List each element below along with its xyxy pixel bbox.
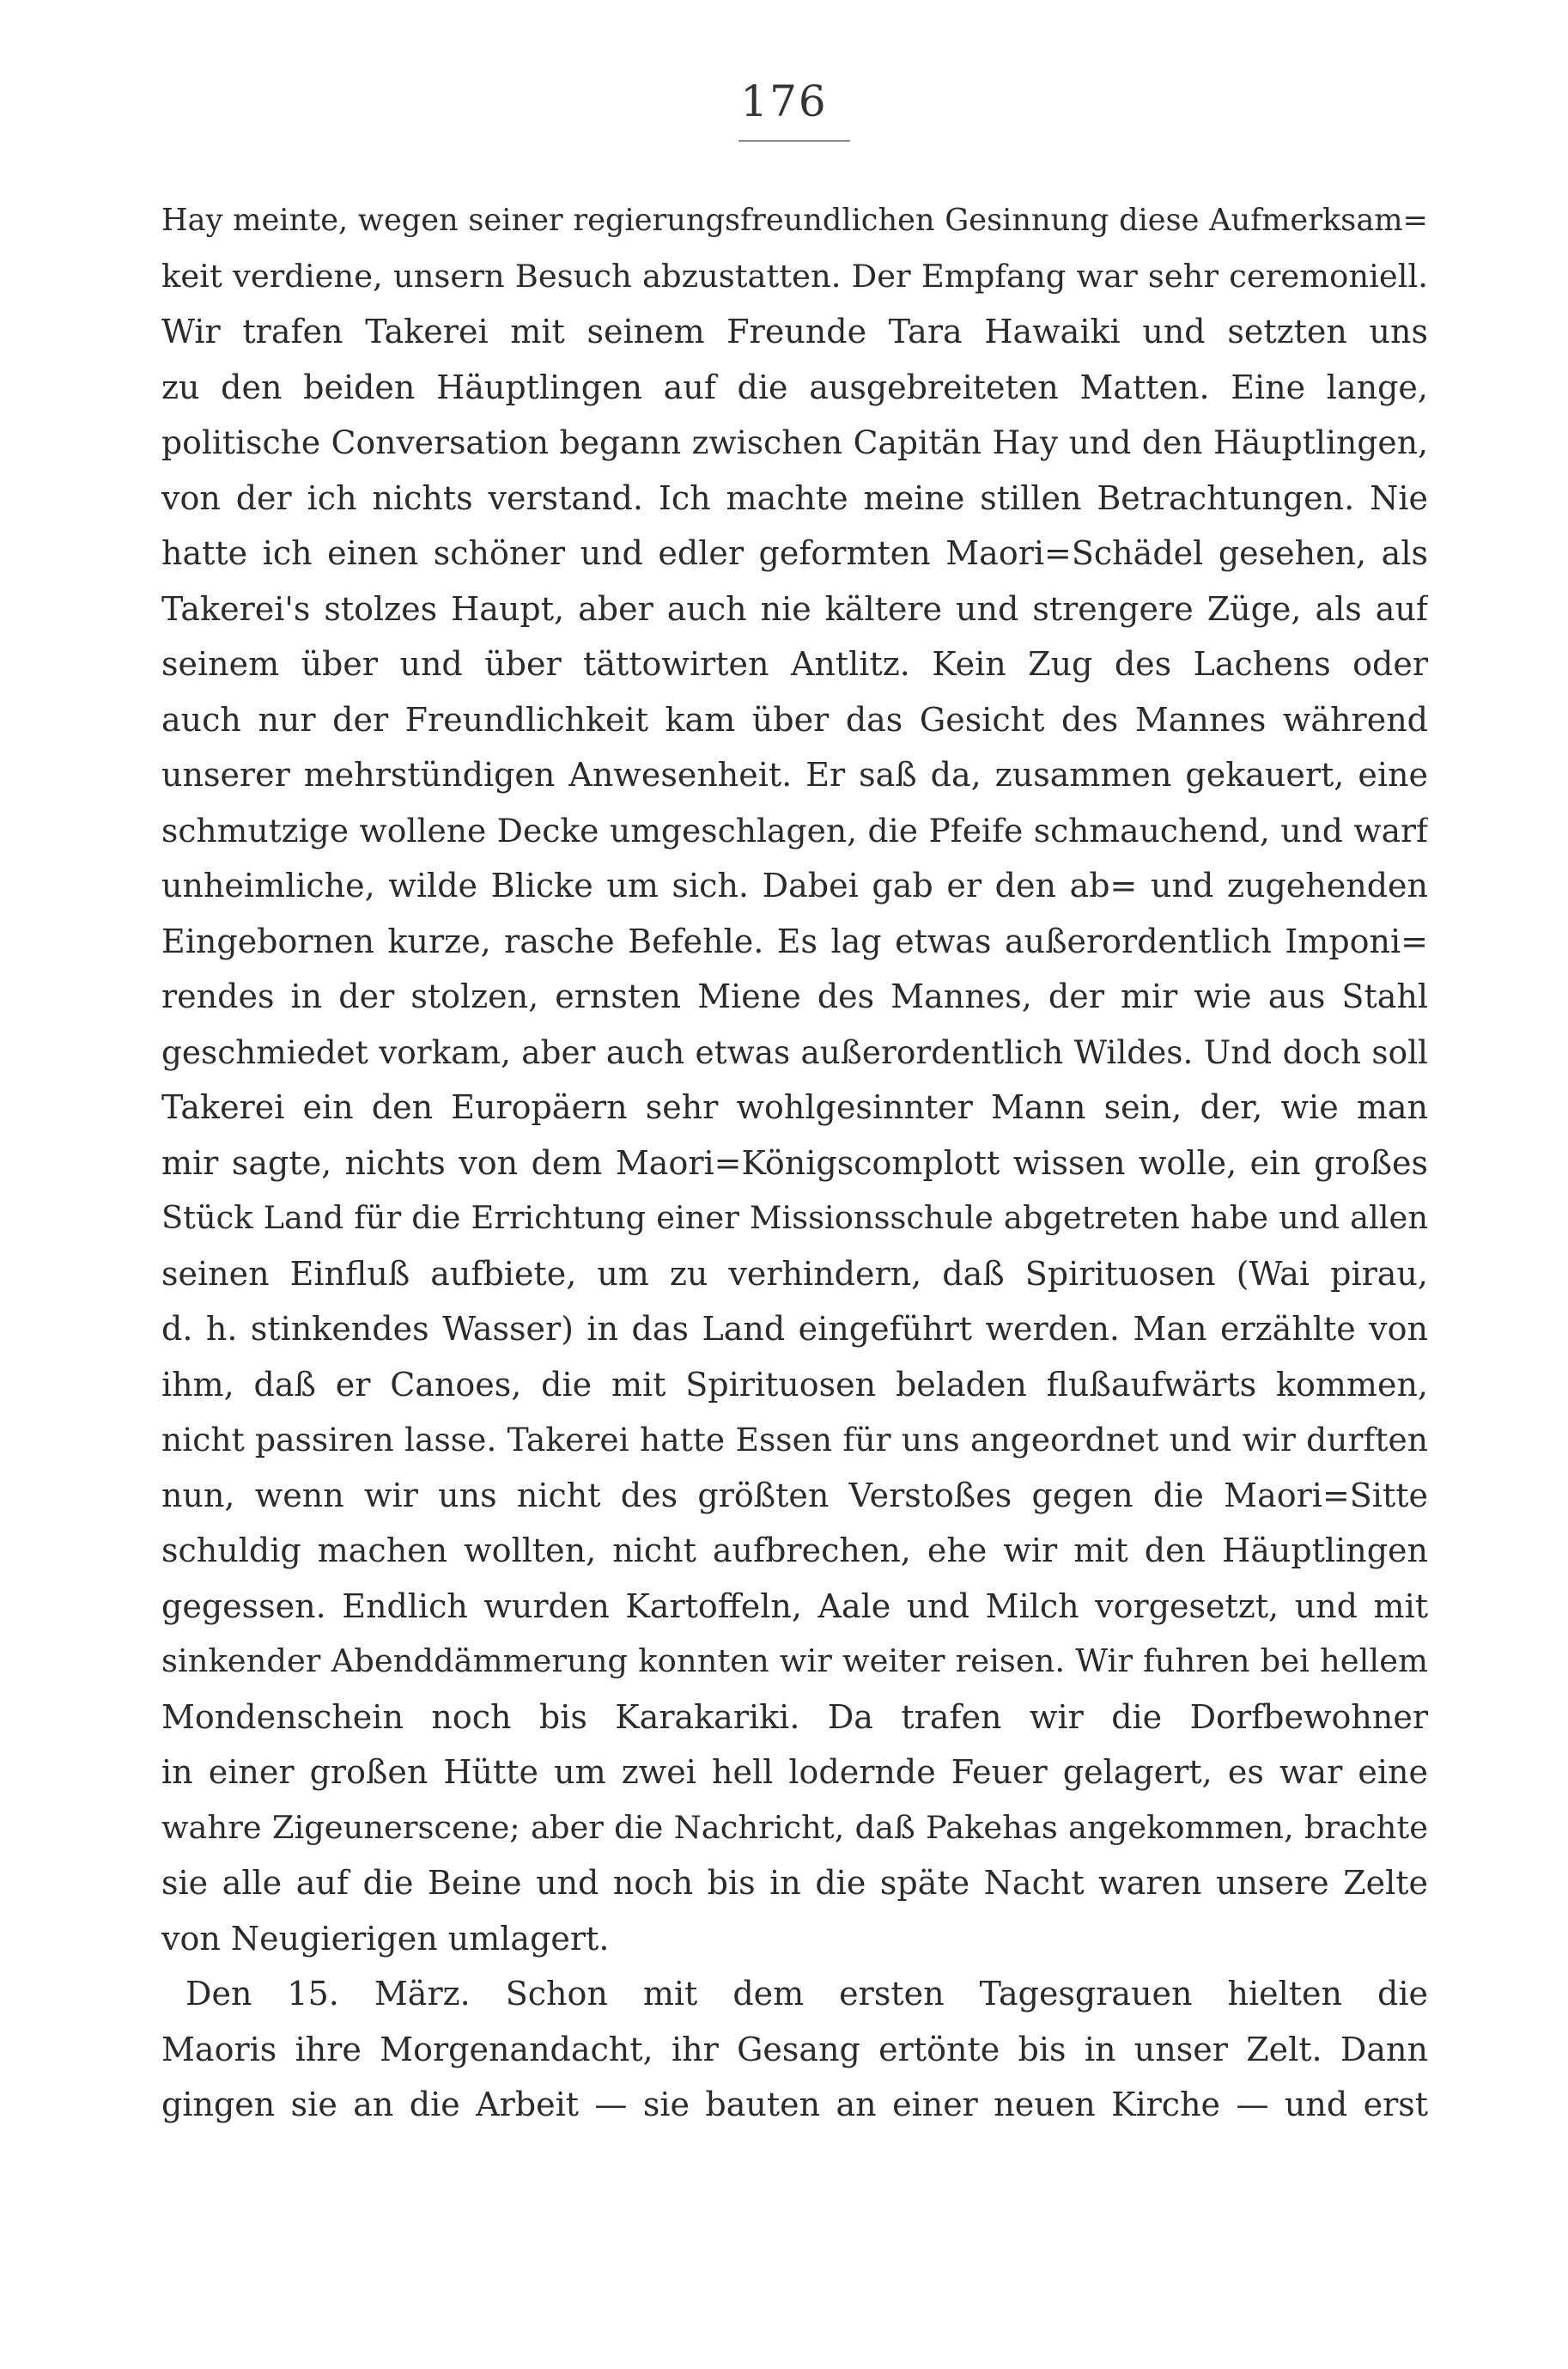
text-line: schuldig machen wollten, nicht aufbrechen, ehe wir mit den Häuptlingen (161, 1532, 1428, 1569)
text-line-paragraph-end: von Neugierigen umlagert. (161, 1919, 610, 1958)
text-line: ihm, daß er Canoes, die mit Spirituosen beladen flußaufwärts kommen, (161, 1365, 1428, 1404)
text-line: auch nur der Freundlichkeit kam über das Gesicht des Mannes während (161, 700, 1428, 739)
text-line: seinen Einfluß aufbiete, um zu verhindern, daß Spirituosen (Wai pirau, (161, 1254, 1428, 1293)
header-rule (738, 140, 850, 142)
body-text (161, 193, 1428, 2133)
text-line: sie alle auf die Beine und noch bis in die späte Nacht waren unsere Zelte (161, 1864, 1428, 1902)
text-line: von der ich nichts verstand. Ich machte meine stillen Betrachtungen. Nie (161, 478, 1428, 517)
text-line: politische Conversation begann zwischen Capitän Hay und den Häuptlingen, (161, 423, 1428, 461)
text-line: mir sagte, nichts von dem Maori=Königscomplott wissen wolle, ein großes (161, 1143, 1428, 1182)
text-line: schmutzige wollene Decke umgeschlagen, die Pfeife schmauchend, und warf (161, 811, 1428, 850)
text-line: gingen sie an die Arbeit — sie bauten an einer neuen Kirche — und erst (161, 2086, 1428, 2123)
text-line: keit verdiene, unsern Besuch abzustatten. Der Empfang war sehr ceremoniell. (161, 257, 1428, 295)
text-line: d. h. stinkendes Wasser) in das Land eingeführt werden. Man erzählte von (161, 1310, 1428, 1348)
text-line: Takerei's stolzes Haupt, aber auch nie kältere und strengere Züge, als auf (161, 589, 1428, 628)
text-line: zu den beiden Häuptlingen auf die ausgebreiteten Matten. Eine lange, (161, 368, 1428, 406)
text-line: nun, wenn wir uns nicht des größten Verstoßes gegen die Maori=Sitte (161, 1476, 1428, 1514)
text-line: Mondenschein noch bis Karakariki. Da trafen wir die Dorfbewohner (161, 1697, 1428, 1736)
text-line: hatte ich einen schöner und edler geformten Maori=Schädel gesehen, als (161, 534, 1428, 572)
text-line: Stück Land für die Errichtung einer Missionsschule abgetreten habe und allen (161, 1199, 1428, 1236)
text-line-paragraph-start: Den 15. März. Schon mit dem ersten Tagesgrauen hielten die (185, 1975, 1428, 2013)
text-line: Hay meinte, wegen seiner regierungsfreundlichen Gesinnung diese Aufmerksam= (161, 203, 1428, 238)
text-line: unheimliche, wilde Blicke um sich. Dabei gab er den ab= und zugehenden (161, 867, 1428, 904)
text-line: Takerei ein den Europäern sehr wohlgesinnter Mann sein, der, wie man (161, 1088, 1428, 1126)
text-line: Maoris ihre Morgenandacht, ihr Gesang ertönte bis in unser Zelt. Dann (161, 2030, 1428, 2068)
text-line: in einer großen Hütte um zwei hell lodernde Feuer gelagert, es war eine (161, 1753, 1428, 1791)
text-line: wahre Zigeunerscene; aber die Nachricht, daß Pakehas angekommen, brachte (161, 1808, 1428, 1846)
text-line: unserer mehrstündigen Anwesenheit. Er saß da, zusammen gekauert, eine (161, 756, 1428, 794)
text-line: rendes in der stolzen, ernsten Miene des Mannes, der mir wie aus Stahl (161, 977, 1428, 1015)
text-line: sinkender Abenddämmerung konnten wir weiter reisen. Wir fuhren bei hellem (161, 1642, 1428, 1679)
text-line: nicht passiren lasse. Takerei hatte Essen für uns angeordnet und wir durften (161, 1421, 1428, 1459)
page-number: 176 (740, 76, 828, 126)
text-line: gegessen. Endlich wurden Kartoffeln, Aale und Milch vorgesetzt, und mit (161, 1586, 1428, 1625)
text-line: seinem über und über tättowirten Antlitz. Kein Zug des Lachens oder (161, 645, 1428, 683)
text-line: Eingebornen kurze, rasche Befehle. Es lag etwas außerordentlich Imponi= (161, 922, 1428, 960)
text-line: Wir trafen Takerei mit seinem Freunde Tara Hawaiki und setzten uns (161, 313, 1428, 350)
text-line: geschmiedet vorkam, aber auch etwas außerordentlich Wildes. Und doch soll (161, 1032, 1428, 1071)
